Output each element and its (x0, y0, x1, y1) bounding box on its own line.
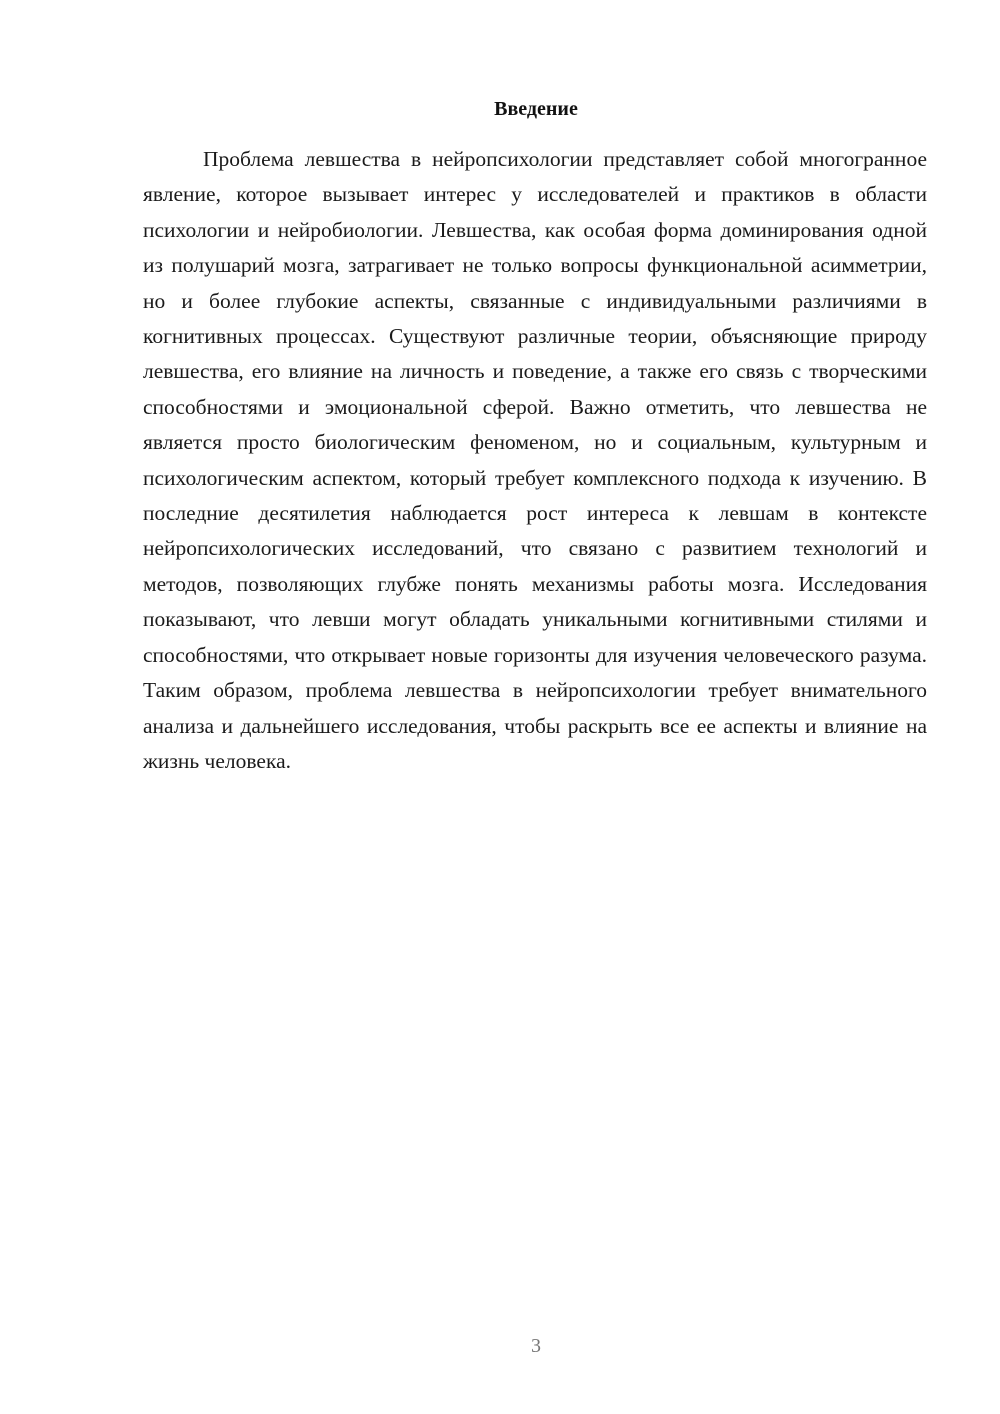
section-title: Введение (494, 98, 578, 120)
page-number: 3 (531, 1335, 541, 1357)
body-paragraph: Проблема левшества в нейропсихологии представляет собой многогранное явление, которое вызывает интерес у исследователей и практиков в области психологии и нейробиологии. Левшества, как особая форма доминирования одной из полушарий мозга, затрагивает не только вопросы функциональной асимметрии, но и более глубокие аспекты, связанные с индивидуальными различиями в когнитивных процессах. Существуют различные теории, объясняющие природу левшества, его влияние на личность и поведение, а также его связь с творческими способностями и эмоциональной сферой. Важно отметить, что левшества не является просто биологическим феноменом, но и социальным, культурным и психологическим аспектом, который требует комплексного подхода к изучению. В последние десятилетия наблюдается рост интереса к левшам в контексте нейропсихологических исследований, что связано с развитием технологий и методов, позволяющих глубже понять механизмы работы мозга. Исследования показывают, что левши могут обладать уникальными когнитивными стилями и способностями, что открывает новые горизонты для изучения человеческого разума. Таким образом, проблема левшества в нейропсихологии требует внимательного анализа и дальнейшего исследования, чтобы раскрыть все ее аспекты и влияние на жизнь человека. (143, 147, 927, 773)
